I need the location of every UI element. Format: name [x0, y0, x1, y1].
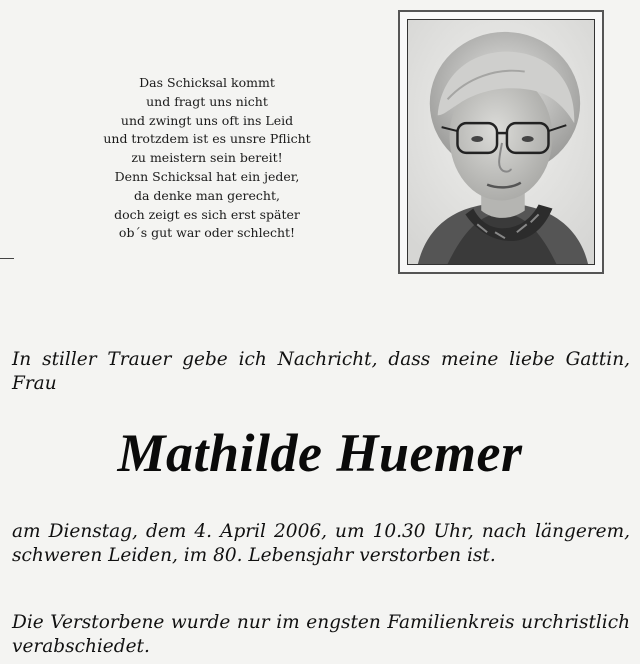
intro-text: In stiller Trauer gebe ich Nachricht, dass meine liebe Gattin, Frau — [12, 349, 630, 394]
poem-line: zu meistern sein bereit! — [131, 150, 283, 166]
poem-line: Denn Schicksal hat ein jeder, — [114, 168, 300, 184]
poem-line: ob´s gut war oder schlecht! — [118, 225, 296, 241]
poem-line: doch zeigt es sich erst später — [114, 206, 300, 222]
deceased-name: Mathilde Huemer — [117, 423, 523, 483]
poem-line: Das Schicksal kommt — [139, 75, 275, 90]
poem-line: und fragt uns nicht — [146, 93, 268, 109]
poem-line: und zwingt uns oft ins Leid — [120, 112, 294, 128]
farewell-text: Die Verstorbene wurde nur im engsten Familienkreis urchristlich verabschiedet. — [12, 612, 630, 657]
death-details: am Dienstag, dem 4. April 2006, um 10.30 Uhr, nach längerem, schweren Leiden, im 80. Lebensjahr verstorben ist. — [12, 521, 630, 566]
divider — [0, 258, 14, 259]
portrait-icon — [408, 20, 594, 264]
poem-line: da denke man gerecht, — [134, 187, 280, 203]
photo-frame — [398, 10, 604, 274]
poem-line: und trotzdem ist es unsre Pflicht — [103, 131, 311, 147]
poem — [92, 74, 322, 243]
portrait-photo — [407, 19, 595, 265]
